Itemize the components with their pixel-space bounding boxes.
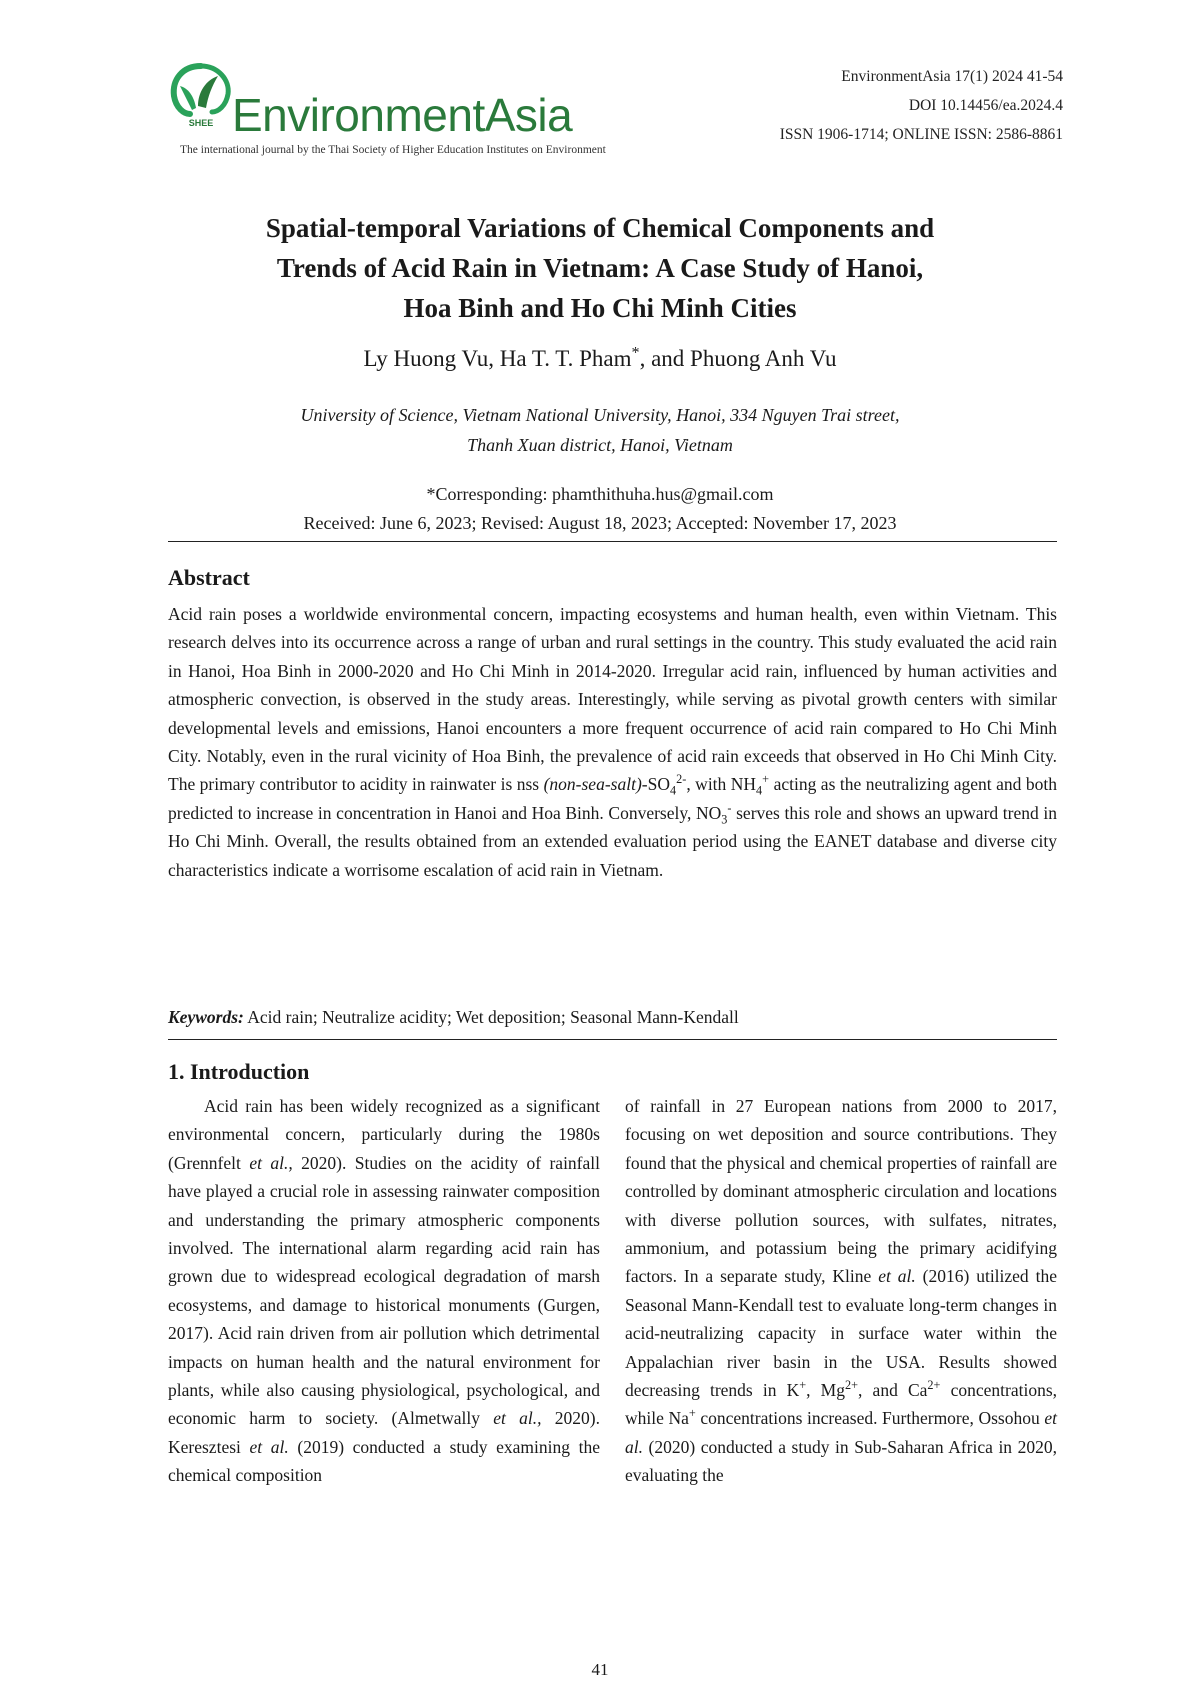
keywords-label: Keywords: bbox=[168, 1007, 244, 1027]
intro-column-left bbox=[168, 1092, 600, 1490]
title-line: Spatial-temporal Variations of Chemical Components and bbox=[265, 213, 935, 243]
authors-rest: , and Phuong Anh Vu bbox=[639, 346, 837, 371]
intro-paragraph: of rainfall in 27 European nations from 2000 to 2017, focusing on wet deposition and source contributions. They found that the physical and chemical properties of rainfall are controlled by dominant atmospheric circulation and locations with diverse pollution sources, with sulfates, nitrates, ammonium, and potassium being the primary acidifying factors. In a separate study, Kline et al. (2016) utilized the Seasonal Mann-Kendall test to evaluate long-term changes in acid-neutralizing capacity in surface water within the Appalachian river basin in the USA. Results showed decreasing trends in K+, $Mg^{2+}$, and $Ca^{2+}$ concentrations, while Na+ concentrations increased. Furthermore, Ossohou et al. (2020) conducted a study in Sub-Saharan Africa in 2020, evaluating the bbox=[625, 1096, 1058, 1486]
authors-first: Ly Huong Vu, Ha T. T. Pham bbox=[363, 346, 632, 371]
abstract-heading: Abstract bbox=[168, 565, 250, 590]
article-title bbox=[150, 208, 1050, 328]
abstract-text: Acid rain poses a worldwide environmental concern, impacting ecosystems and human health, even within Vietnam. This research delves into its occurrence across a range of urban and rural settings in the country. This study evaluated the acid rain in Hanoi, Hoa Binh in 2000-2020 and Ho Chi Minh in 2014-2020. Irregular acid rain, influenced by human activities and atmospheric convection, is observed in the study areas. Interestingly, while serving as pivotal growth centers with similar developmental levels and emissions, Hanoi encounters a more frequent occurrence of acid rain compared to Ho Chi Minh City. Notably, even in the rural vicinity of Hoa Binh, the prevalence of acid rain exceeds that observed in Ho Chi Minh City. The primary contributor to acidity in rainwater is nss $(non-sea-salt)-SO_4^{2-}$, with $NH_4^+$ acting as the neutralizing agent and both predicted to increase in concentration in Hanoi and Hoa Binh. Conversely, $NO_3^-$ serves this role and shows an upward trend in Ho Chi Minh. Overall, the results obtained from an extended evaluation period using the EANET database and diverse city characteristics indicate a worrisome escalation of acid rain in Vietnam. bbox=[168, 604, 1057, 880]
affiliation-line: University of Science, Vietnam National University, Hanoi, 334 Nguyen Trai street, bbox=[300, 405, 900, 425]
journal-logo bbox=[168, 62, 668, 172]
logo-wordmark: EnvironmentAsia bbox=[232, 89, 573, 141]
introduction-heading: 1. Introduction bbox=[168, 1059, 310, 1084]
corresponding-email: *Corresponding: phamthithuha.hus@gmail.com bbox=[426, 484, 774, 504]
author-list bbox=[150, 344, 1050, 374]
keywords bbox=[168, 1003, 1057, 1031]
journal-issn: ISSN 1906-1714; ONLINE ISSN: 2586-8861 bbox=[779, 126, 1063, 143]
logo-badge: SHEE bbox=[188, 118, 214, 128]
affiliation-line: Thanh Xuan district, Hanoi, Vietnam bbox=[467, 435, 733, 455]
journal-doi: DOI 10.14456/ea.2024.4 bbox=[908, 97, 1063, 114]
journal-citation: EnvironmentAsia 17(1) 2024 41-54 bbox=[841, 68, 1063, 85]
divider bbox=[168, 541, 1057, 542]
affiliation bbox=[150, 400, 1050, 460]
article-dates: Received: June 6, 2023; Revised: August 18, 2023; Accepted: November 17, 2023 bbox=[303, 513, 897, 533]
title-line: Hoa Binh and Ho Chi Minh Cities bbox=[403, 293, 797, 323]
keywords-text: Acid rain; Neutralize acidity; Wet deposition; Seasonal Mann-Kendall bbox=[243, 1007, 739, 1027]
correspondence-block bbox=[150, 480, 1050, 538]
journal-meta bbox=[780, 62, 1063, 149]
logo-tagline: The international journal by the Thai Society of Higher Education Institutes on Environment bbox=[180, 144, 606, 156]
journal-emblem-icon bbox=[168, 62, 234, 140]
page-number: 41 bbox=[591, 1660, 609, 1679]
divider bbox=[168, 1039, 1057, 1040]
intro-column-right bbox=[625, 1092, 1057, 1490]
intro-paragraph: Acid rain has been widely recognized as a significant environmental concern, particularly during the 1980s (Grennfelt et al., 2020). Studies on the acidity of rainfall have played a crucial role in assessing rainwater composition and understanding the primary atmospheric components involved. The international alarm regarding acid rain has grown due to widespread ecological degradation of marsh ecosystems, and damage to historical monuments (Gurgen, 2017). Acid rain driven from air pollution which detrimental impacts on human health and the natural environment for plants, while also causing physiological, psychological, and economic harm to society. (Almetwally et al., 2020). Keresztesi et al. (2019) conducted a study examining the chemical composition bbox=[168, 1096, 601, 1486]
title-line: Trends of Acid Rain in Vietnam: A Case Study of Hanoi, bbox=[276, 253, 924, 283]
corresponding-mark: * bbox=[631, 344, 640, 362]
